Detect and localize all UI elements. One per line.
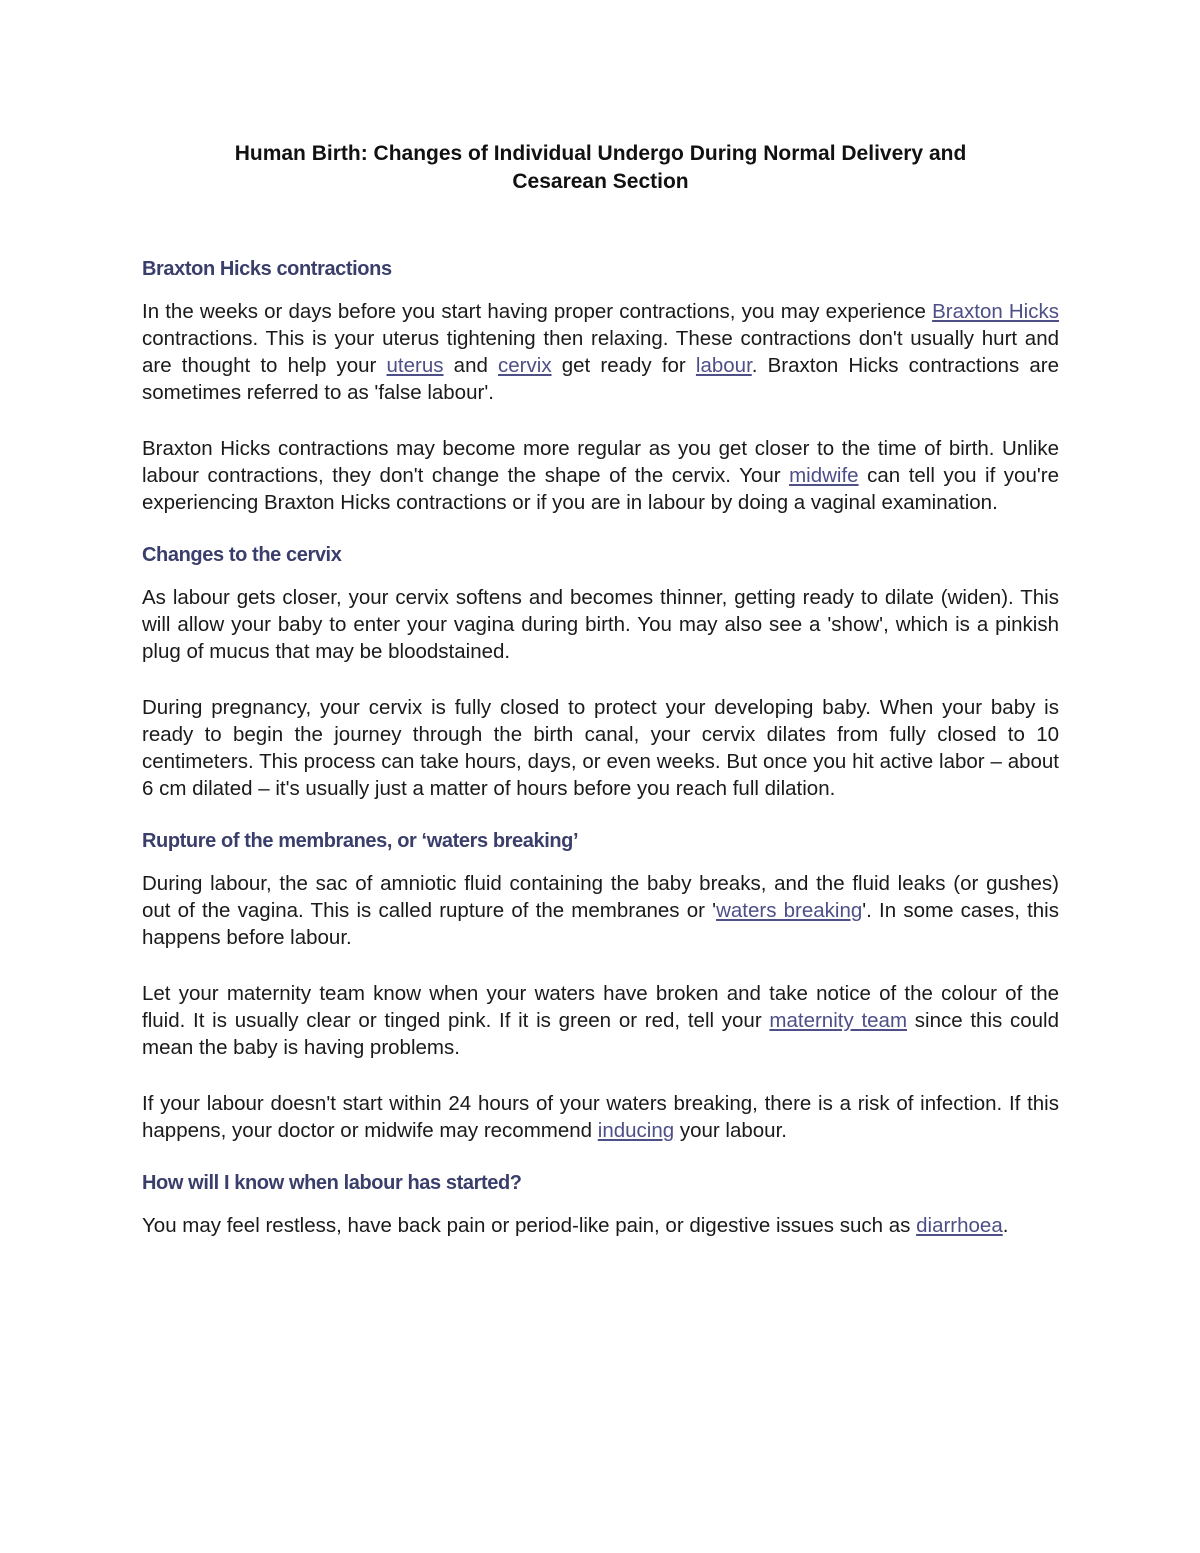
link-diarrhoea[interactable]: diarrhoea bbox=[916, 1214, 1003, 1237]
body-text: If your labour doesn't start within 24 hours of your waters breaking, there is a risk of infection. If this happens, your doctor or midwife may recommend bbox=[142, 1092, 1059, 1142]
link-midwife[interactable]: midwife bbox=[789, 464, 859, 487]
body-text: In the weeks or days before you start having proper contractions, you may experience bbox=[142, 300, 933, 323]
link-inducing[interactable]: inducing bbox=[597, 1119, 675, 1142]
body-text: . bbox=[1002, 1214, 1009, 1237]
link-waters-breaking[interactable]: waters breaking bbox=[716, 899, 863, 922]
body-text: Let your maternity team know when your waters have broken and take notice of the colour of the fluid. It is usually clear or tinged pink. If it is green or red, tell your bbox=[142, 982, 1059, 1032]
title-line-2: Cesarean Section bbox=[512, 170, 689, 193]
paragraph bbox=[142, 298, 1059, 406]
paragraph bbox=[142, 870, 1059, 951]
section-heading: How will I know when labour has started? bbox=[142, 1172, 522, 1194]
body-text: since this could mean the baby is having problems. bbox=[142, 1009, 1060, 1059]
paragraph bbox=[142, 1212, 1059, 1239]
link-labour[interactable]: labour bbox=[695, 354, 752, 377]
body-text: As labour gets closer, your cervix softens and becomes thinner, getting ready to dilate (widen). This will allow your baby to enter your vagina during birth. You may also see a 'show', which is a pinkish plug of mucus that may be bloodstained. bbox=[142, 586, 1059, 663]
paragraph bbox=[142, 584, 1059, 665]
body-text: During pregnancy, your cervix is fully closed to protect your developing baby. When your baby is ready to begin the journey through the birth canal, your cervix dilates from fully closed to 10 centimeters. This process can take hours, days, or even weeks. But once you hit active labor – about 6 cm dilated – it's usually just a matter of hours before you reach full dilation. bbox=[142, 696, 1059, 800]
section-heading: Rupture of the membranes, or ‘waters breaking’ bbox=[142, 830, 579, 852]
link-maternity-team[interactable]: maternity team bbox=[769, 1009, 908, 1032]
body-text: can tell you if you're experiencing Braxton Hicks contractions or if you are in labour by doing a vaginal examination. bbox=[142, 464, 1060, 514]
document-page bbox=[142, 140, 1059, 1268]
link-cervix[interactable]: cervix bbox=[498, 354, 552, 377]
paragraph bbox=[142, 980, 1059, 1061]
body-text: your labour. bbox=[674, 1119, 787, 1142]
document-title bbox=[142, 140, 1059, 196]
section-heading: Changes to the cervix bbox=[142, 544, 342, 566]
body-text: You may feel restless, have back pain or period-like pain, or digestive issues such as bbox=[142, 1214, 917, 1237]
body-text: Braxton Hicks contractions may become more regular as you get closer to the time of birth. Unlike labour contractions, they don't change the shape of the cervix. Your bbox=[142, 437, 1059, 487]
body-text: and bbox=[443, 354, 499, 377]
section-cervix-changes bbox=[142, 542, 1059, 802]
section-braxton-hicks bbox=[142, 256, 1059, 516]
body-text: '. In some cases, this happens before labour. bbox=[142, 899, 1059, 949]
section-heading: Braxton Hicks contractions bbox=[142, 258, 392, 280]
paragraph bbox=[142, 1090, 1059, 1144]
section-labour-started bbox=[142, 1170, 1059, 1239]
paragraph bbox=[142, 435, 1059, 516]
body-text: During labour, the sac of amniotic fluid containing the baby breaks, and the fluid leaks (or gushes) out of the vagina. This is called rupture of the membranes or ' bbox=[142, 872, 1059, 922]
paragraph bbox=[142, 694, 1059, 802]
body-text: . Braxton Hicks contractions are sometimes referred to as 'false labour'. bbox=[142, 354, 1059, 404]
section-waters-breaking bbox=[142, 828, 1059, 1144]
body-text: get ready for bbox=[551, 354, 696, 377]
link-braxton-hicks[interactable]: Braxton Hicks bbox=[932, 300, 1059, 323]
body-text: contractions. This is your uterus tightening then relaxing. These contractions don't usually hurt and are thought to help your bbox=[142, 327, 1059, 377]
title-line-1: Human Birth: Changes of Individual Undergo During Normal Delivery and bbox=[234, 142, 967, 165]
link-uterus[interactable]: uterus bbox=[386, 354, 444, 377]
